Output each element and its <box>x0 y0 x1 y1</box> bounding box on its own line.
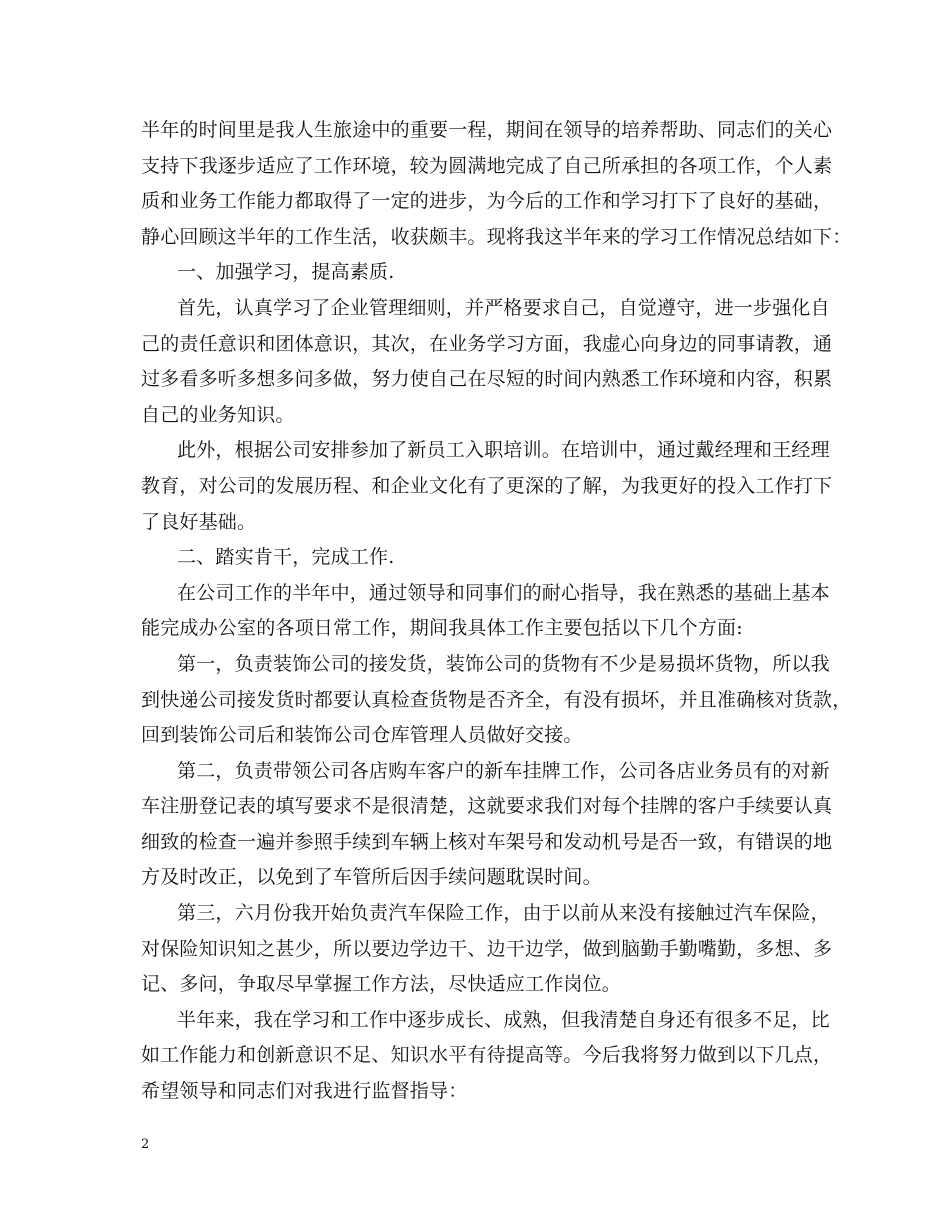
text-line: 第二，负责带领公司各店购车客户的新车挂牌工作，公司各店业务员有的对新 <box>177 759 830 782</box>
text-line: 静心回顾这半年的工作生活，收获颇丰。现将我这半年来的学习工作情况总结如下： <box>141 225 852 248</box>
text-line: 了良好基础。 <box>141 510 257 533</box>
text-line: 在公司工作的半年中，通过领导和同事们的耐心指导，我在熟悉的基础上基本 <box>177 581 830 604</box>
text-line: 希望领导和同志们对我进行监督指导： <box>141 1080 468 1103</box>
text-line: 支持下我逐步适应了工作环境，较为圆满地完成了自己所承担的各项工作，个人素 <box>141 154 833 177</box>
section-heading: 一、加强学习，提高素质. <box>177 261 395 284</box>
text-line: 首先，认真学习了企业管理细则，并严格要求自己，自觉遵守，进一步强化自 <box>177 296 830 319</box>
text-line: 自己的业务知识。 <box>141 403 295 426</box>
text-line: 第三，六月份我开始负责汽车保险工作，由于以前从来没有接触过汽车保险， <box>177 902 830 925</box>
text-line: 方及时改正，以免到了车管所后因手续问题耽误时间。 <box>141 866 602 889</box>
text-line: 此外，根据公司安排参加了新员工入职培训。在培训中，通过戴经理和王经理 <box>177 439 830 462</box>
text-line: 细致的检查一遍并参照手续到车辆上核对车架号和发动机号是否一致，有错误的地 <box>141 830 833 853</box>
page-number: 2 <box>141 1137 150 1152</box>
text-line: 第一，负责装饰公司的接发货，装饰公司的货物有不少是易损坏货物，所以我 <box>177 652 830 675</box>
document-body <box>141 113 852 1110</box>
text-line: 半年来，我在学习和工作中逐步成长、成熟，但我清楚自身还有很多不足，比 <box>177 1008 830 1031</box>
text-line: 过多看多听多想多问多做，努力使自己在尽短的时间内熟悉工作环境和内容，积累 <box>141 368 833 391</box>
text-line: 半年的时间里是我人生旅途中的重要一程，期间在领导的培养帮助、同志们的关心 <box>141 119 833 141</box>
text-line: 到快递公司接发货时都要认真检查货物是否齐全，有没有损坏，并且准确核对货款， <box>141 688 852 711</box>
text-line: 己的责任意识和团体意识，其次，在业务学习方面，我虚心向身边的同事请教，通 <box>141 332 833 355</box>
text-line: 教育，对公司的发展历程、和企业文化有了更深的了解，为我更好的投入工作打下 <box>141 474 833 497</box>
text-line: 对保险知识知之甚少，所以要边学边干、边干边学，做到脑勤手勤嘴勤，多想、多 <box>141 937 833 960</box>
text-line: 如工作能力和创新意识不足、知识水平有待提高等。今后我将努力做到以下几点， <box>141 1044 833 1067</box>
text-line: 车注册登记表的填写要求不是很清楚，这就要求我们对每个挂牌的客户手续要认真 <box>141 795 833 818</box>
text-line: 回到装饰公司后和装饰公司仓库管理人员做好交接。 <box>141 724 583 747</box>
text-line: 能完成办公室的各项日常工作，期间我具体工作主要包括以下几个方面: <box>141 617 743 640</box>
text-line: 质和业务工作能力都取得了一定的进步，为今后的工作和学习打下了良好的基础， <box>141 190 833 213</box>
section-heading: 二、踏实肯干，完成工作. <box>177 546 395 569</box>
text-line: 记、多问，争取尽早掌握工作方法，尽快适应工作岗位。 <box>141 973 622 996</box>
